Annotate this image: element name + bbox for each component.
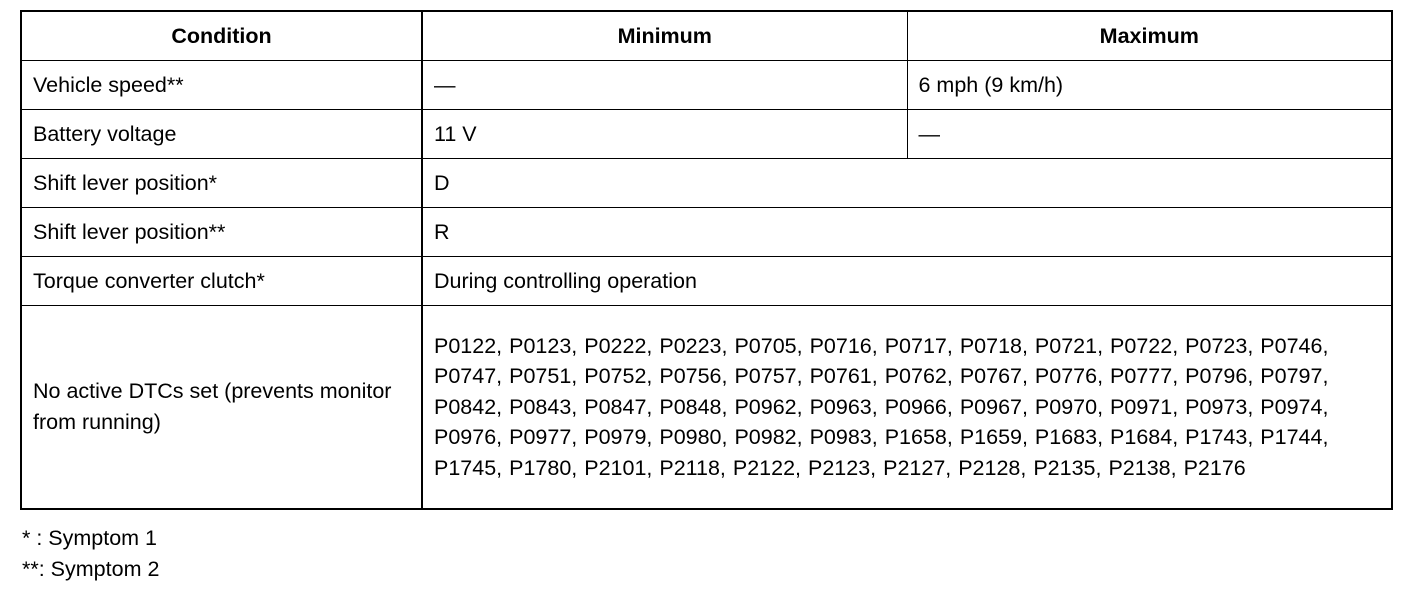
condition-cell: Vehicle speed** — [21, 61, 422, 110]
value-cell: During controlling operation — [422, 257, 1392, 306]
condition-cell: Shift lever position* — [21, 159, 422, 208]
minimum-cell: 11 V — [422, 110, 907, 159]
header-minimum: Minimum — [422, 11, 907, 61]
conditions-table — [20, 10, 1393, 510]
footnotes — [22, 523, 159, 585]
minimum-cell: — — [422, 61, 907, 110]
condition-cell: Battery voltage — [21, 110, 422, 159]
footnote-symptom-2: **: Symptom 2 — [22, 557, 160, 581]
maximum-cell: 6 mph (9 km/h) — [907, 61, 1392, 110]
table-header-row — [21, 11, 1392, 61]
condition-cell: No active DTCs set (prevents monitor from running) — [21, 306, 422, 510]
header-condition: Condition — [21, 11, 422, 61]
dtc-list-cell: P0122, P0123, P0222, P0223, P0705, P0716, P0717, P0718, P0721, P0722, P0723, P0746, P0747, P0751, P0752, P0756, P0757, P0761, P0762, P0767, P0776, P0777, P0796, P0797, P0842, P0843, P0847, P0848, P0962, P0963, P0966, P0967, P0970, P0971, P0973, P0974, P0976, P0977, P0979, P0980, P0982, P0983, P1658, P1659, P1683, P1684, P1743, P1744, P1745, P1780, P2101, P2118, P2122, P2123, P2127, P2128, P2135, P2138, P2176 — [422, 306, 1392, 510]
footnote-symptom-1: * : Symptom 1 — [22, 526, 158, 550]
maximum-cell: — — [907, 110, 1392, 159]
table-row — [21, 159, 1392, 208]
value-cell: R — [422, 208, 1392, 257]
condition-cell: Shift lever position** — [21, 208, 422, 257]
table-row — [21, 208, 1392, 257]
condition-cell: Torque converter clutch* — [21, 257, 422, 306]
table-row — [21, 306, 1392, 510]
value-cell: D — [422, 159, 1392, 208]
header-maximum: Maximum — [907, 11, 1392, 61]
table-row — [21, 257, 1392, 306]
table-row — [21, 110, 1392, 159]
table-row — [21, 61, 1392, 110]
